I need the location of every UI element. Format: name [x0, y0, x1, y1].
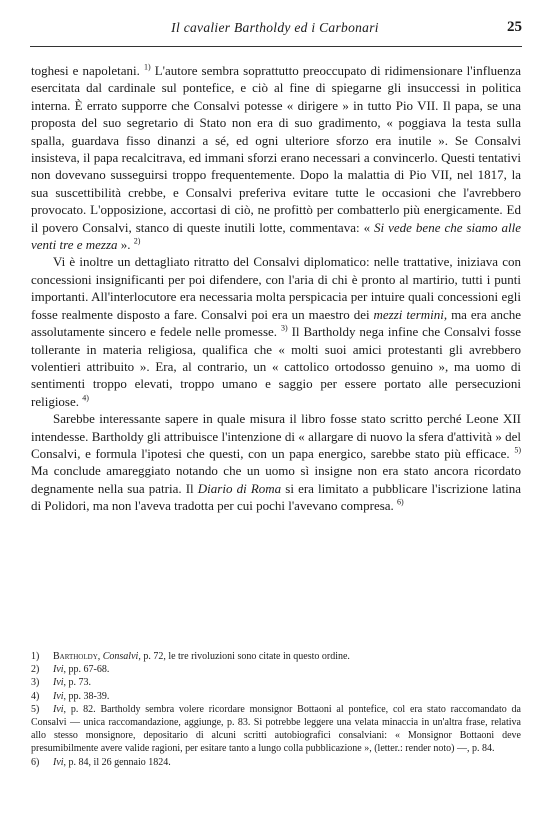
footnote-text: , p. 72, le tre rivoluzioni sono citate in questo ordine.: [138, 651, 350, 662]
main-text: [31, 62, 521, 515]
footnotes: [31, 650, 521, 769]
note-ref-4: 4): [82, 393, 89, 403]
note-ref-1: 1): [143, 62, 151, 72]
footnote-text: , p. 82. Bartholdy sembra volere ricordare monsignor Bottaoni al pontefice, col era stato raccomandato da Consalvi — unica raccomandazione, aggiunge, p. 83. Si potrebbe leggere una velata minaccia in un'altra frase, relativa allo stesso monsignore, depositario di alcuni scritti autobiografici consalviani: « Monsignor Bottaoni deve presumibilmente avere valide ragioni, per esitare tanto a lungo colla pubblicazione », (letter.: render noto) —, p. 84.: [31, 703, 521, 755]
quote-italic: Si vede bene che siamo alle venti tre e mezza: [31, 219, 521, 253]
footnote-work: Consalvi: [102, 651, 139, 662]
page-header: [0, 20, 550, 42]
text-run: ».: [117, 237, 131, 253]
footnote-text: , p. 73.: [63, 677, 92, 689]
paragraph-3: [31, 410, 521, 514]
footnote: [31, 676, 521, 689]
text-run: si era limitato a pubblicare l'iscrizione latina di Polidori, ma non l'aveva tradotta per cui pochi l'avevano compresa.: [31, 480, 521, 514]
footnote-author: Bartholdy: [53, 651, 98, 662]
text-run: Vi è inoltre un dettagliato ritratto del Consalvi diplomatico: nelle trattative, iniziava con concessioni insignificanti per poi difendere, con l'aria di chi è pronto al martirio, tutti i punti importanti. All'interlocutore era necessaria molta perspicacia per intuire quali concessioni egli fosse realmente disposto a fare. Consalvi poi era un maestro dei: [31, 254, 521, 322]
paragraph-1: [31, 62, 521, 253]
text-run: L'autore sembra soprattutto preoccupato di ridimensionare l'influenza esercitata dal cardinale sul pontefice, e ciò al fine di spiegarne gli insuccessi in politica interna. È errato supporre che Consalvi potesse « dirigere » in tutto Pio VII. Il papa, se una proposta del suo segretario di Stato non era di suo gradimento, « poggiava la testa sulla spalla, guardava fisso dinanzi a sé, ed ogni ulteriore sforzo era inutile ». Se Consalvi insisteva, il papa recalcitrava, ed immani sforzi erano necessari a convincerlo. Questi tentativi non dovevano susseguirsi troppo frequentemente. Dopo la malattia di Pio VII, nel 1817, la sua suscettibilità crebbe, e Consalvi preferiva evitare tutte le occasioni che l'avrebbero provocato. L'opposizione, accortasi di ciò, ne profittò per combatterlo più energicamente. Ed il povero Consalvi, stanco di queste inutili lotte, commentava: «: [31, 63, 521, 235]
text-run: Il Bartholdy nega infine che Consalvi fosse tollerante in materia religiosa, qualifica che « molti suoi amici protestanti gli avrebbero volentieri attribuito ». Era, al contrario, un « cattolico ortodosso genuino », ma uomo di sentimenti troppo elevati, troppo umano e saggio per essere portato alle persecuzioni religiose.: [31, 324, 522, 409]
text-run: , ma era anche assolutamente sincero e fedele nelle promesse.: [31, 306, 521, 340]
footnote-marker: 2): [31, 664, 40, 676]
footnote-text: , pp. 38-39.: [63, 690, 110, 702]
footnote-work: Ivi: [53, 677, 64, 689]
footnote-marker: 6): [31, 756, 40, 768]
note-ref-2: 2): [133, 236, 141, 246]
text-run: ,: [97, 651, 103, 662]
note-ref-5: 5): [514, 445, 521, 455]
text-run: toghesi e napoletani.: [31, 63, 140, 78]
note-ref-6: 6): [397, 497, 404, 507]
footnote-marker: 5): [31, 703, 40, 715]
footnote-work: Ivi: [53, 756, 64, 768]
text-run: Ma conclude amareggiato notando che un uomo sì insigne non era stato ancora ricordato degnamente nella sua patria. Il: [31, 463, 521, 496]
footnote: [31, 756, 521, 769]
footnote-marker: 4): [31, 690, 40, 702]
footnote-work: Ivi: [53, 664, 64, 676]
footnote-marker: 3): [31, 677, 40, 689]
header-rule: [30, 46, 522, 47]
footnote-work: Ivi: [53, 690, 64, 702]
title-italic: Diario di Roma: [197, 480, 282, 496]
footnote-marker: 1): [31, 651, 40, 662]
footnote: [31, 703, 521, 756]
page-number: 25: [507, 19, 522, 35]
note-ref-3: 3): [280, 323, 288, 333]
term-italic: mezzi termini: [373, 306, 444, 322]
footnote-work: Ivi: [53, 703, 64, 715]
footnote: [31, 650, 521, 663]
text-run: Sarebbe interessante sapere in quale misura il libro fosse stato scritto perché Leone XII intendesse. Bartholdy gli attribuisce l'intenzione di « allargare di nuovo la sfera d'attività » del Consalvi, e formula l'ipotesi che questi, con un papa energico, sarebbe stato più efficace.: [31, 411, 521, 461]
footnote: [31, 663, 521, 676]
footnote: [31, 690, 521, 703]
footnote-text: , p. 84, il 26 gennaio 1824.: [63, 756, 171, 768]
running-title: Il cavalier Bartholdy ed i Carbonari: [171, 20, 379, 35]
paragraph-2: [31, 253, 521, 410]
footnote-text: , pp. 67-68.: [63, 664, 110, 676]
